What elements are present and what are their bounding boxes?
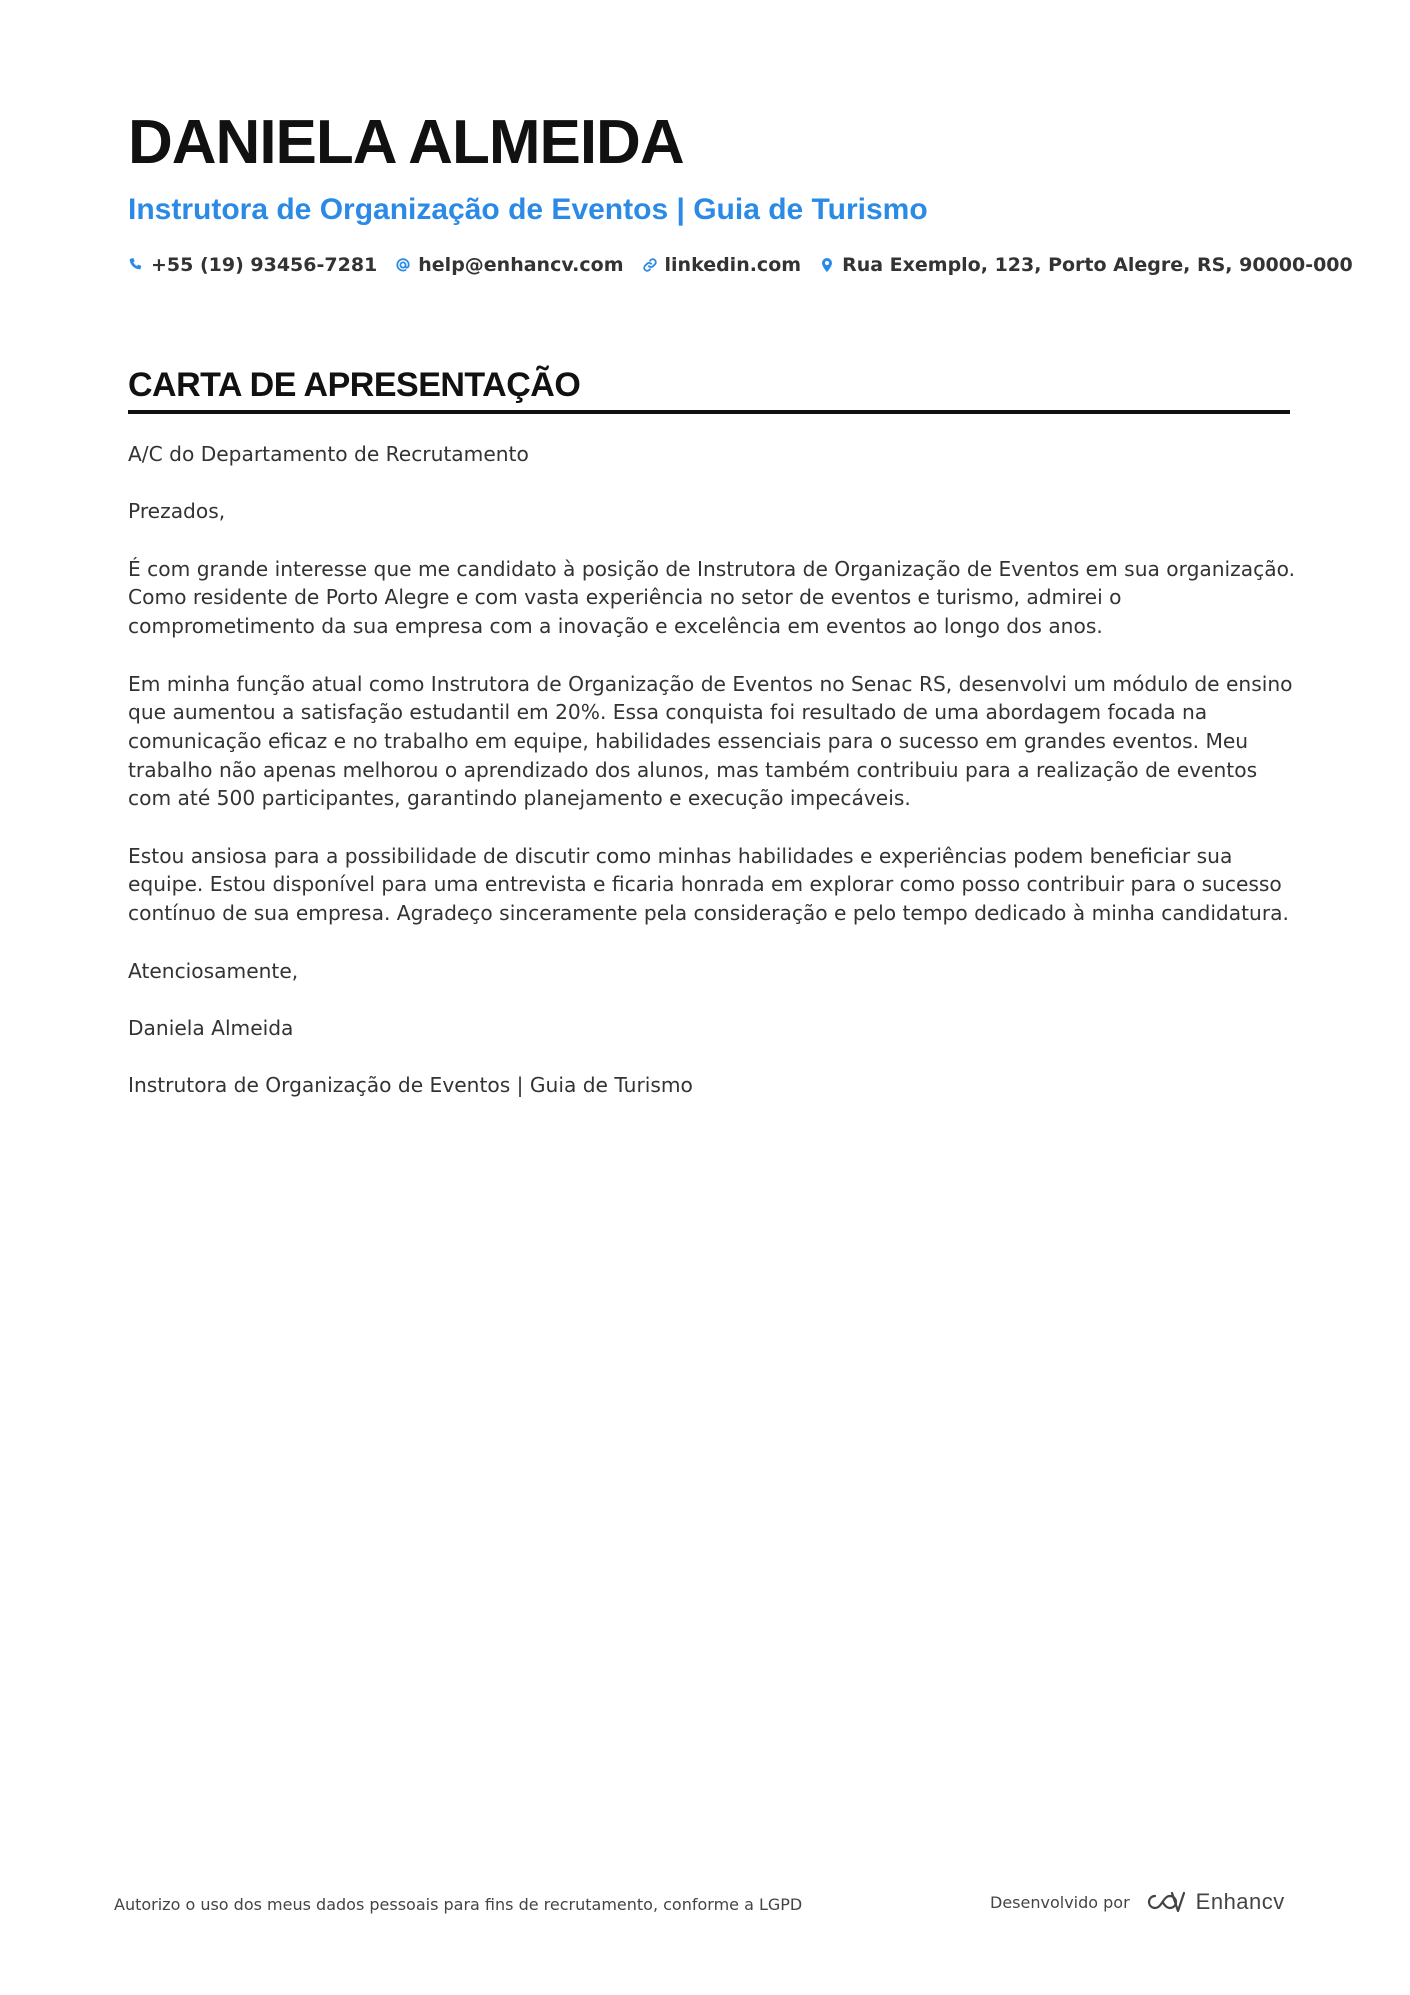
contact-linkedin-text: linkedin.com [664, 254, 802, 276]
consent-note: Autorizo o uso dos meus dados pessoais para fins de recrutamento, conforme a LGPD [114, 1895, 803, 1914]
enhancv-brand: Enhancv [1195, 1889, 1285, 1914]
contact-address [819, 254, 1353, 276]
enhancv-logo-icon [1142, 1889, 1188, 1915]
link-icon [642, 257, 658, 273]
letter-body [128, 440, 1298, 1129]
contact-email-text: help@enhancv.com [418, 254, 624, 276]
signature-title: Instrutora de Organização de Eventos | Guia de Turismo [128, 1073, 693, 1098]
candidate-headline: Instrutora de Organização de Eventos | Guia de Turismo [128, 193, 928, 226]
letter-paragraph: É com grande interesse que me candidato à posição de Instrutora de Organização de Eventos em sua organização. Como residente de Porto Alegre e com vasta experiência no setor de eventos e turismo, admirei o comprometimento da sua empresa com a inovação e excelência em eventos ao longo dos anos. [128, 556, 1296, 639]
letter-closing: Atenciosamente, [128, 958, 299, 983]
letter-paragraph: Estou ansiosa para a possibilidade de discutir como minhas habilidades e experiências podem beneficiar sua equipe. Estou disponível para uma entrevista e ficaria honrada em explorar como posso contribuir para o sucesso contínuo de sua empresa. Agradeço sinceramente pela consideração e pelo tempo dedicado à minha candidatura. [128, 843, 1289, 926]
powered-by[interactable] [990, 1889, 1285, 1915]
phone-icon [128, 257, 144, 273]
contact-phone-text: +55 (19) 93456-7281 [151, 254, 378, 276]
contact-linkedin[interactable] [642, 254, 802, 276]
at-icon [395, 257, 411, 273]
candidate-name: DANIELA ALMEIDA [128, 108, 684, 177]
letter-recipient: A/C do Departamento de Recrutamento [128, 442, 529, 466]
contact-phone [128, 254, 377, 276]
enhancv-logo [1142, 1889, 1285, 1915]
section-title: CARTA DE APRESENTAÇÃO [128, 366, 581, 404]
contact-bar [128, 254, 1371, 276]
letter-greeting: Prezados, [128, 499, 226, 524]
contact-email[interactable] [395, 254, 623, 276]
letter-paragraph: Em minha função atual como Instrutora de Organização de Eventos no Senac RS, desenvolvi um módulo de ensino que aumentou a satisfação estudantil em 20%. Essa conquista foi resultado de uma abordagem focada na comunicação eficaz e no trabalho em equipe, habilidades essenciais para o sucesso em grandes eventos. Meu trabalho não apenas melhorou o aprendizado dos alunos, mas também contribuiu para a realização de eventos com até 500 participantes, garantindo planejamento e execução impecáveis. [128, 671, 1293, 811]
signature-name: Daniela Almeida [128, 1015, 294, 1040]
contact-address-text: Rua Exemplo, 123, Porto Alegre, RS, 90000-000 [842, 254, 1353, 276]
location-pin-icon [819, 257, 835, 273]
powered-by-label: Desenvolvido por [990, 1892, 1130, 1912]
section-divider [128, 410, 1290, 414]
